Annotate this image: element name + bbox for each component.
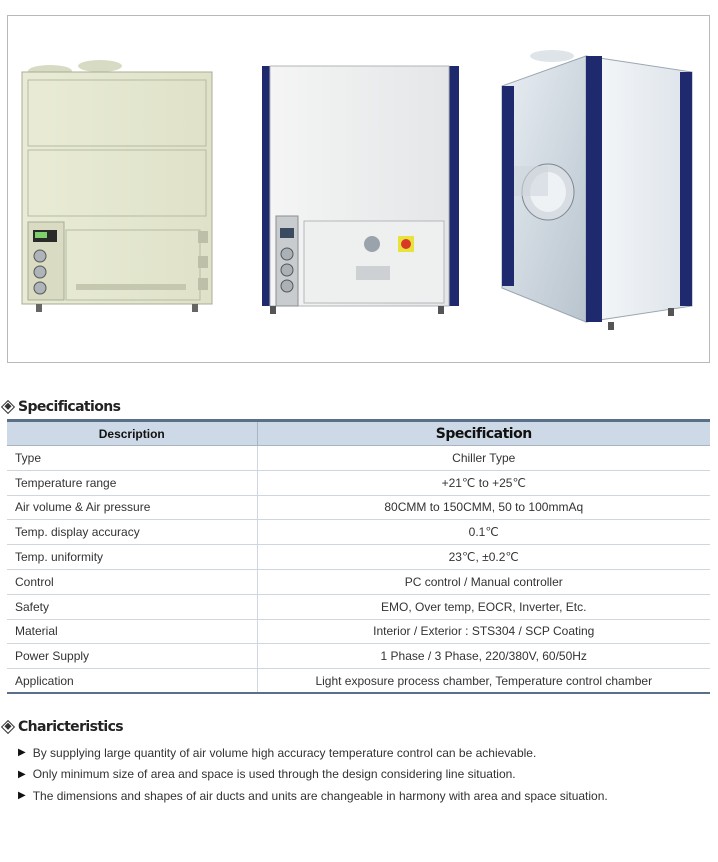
row-description: Temperature range: [7, 470, 257, 495]
table-row: [7, 446, 710, 471]
list-item: [18, 785, 608, 807]
triangle-bullet-icon: ▶: [18, 768, 26, 780]
list-item: [18, 742, 608, 764]
row-description: Temp. display accuracy: [7, 520, 257, 545]
specifications-table: [7, 419, 710, 694]
chiller-unit-navy-trim: [262, 66, 459, 314]
table-row: [7, 594, 710, 619]
row-specification: 1 Phase / 3 Phase, 220/380V, 60/50Hz: [257, 644, 710, 669]
row-description: Temp. uniformity: [7, 545, 257, 570]
table-row: [7, 644, 710, 669]
table-row: [7, 545, 710, 570]
list-item-text: The dimensions and shapes of air ducts and units are changeable in harmony with area and space situation.: [32, 788, 608, 803]
triangle-bullet-icon: ▶: [18, 747, 26, 759]
row-specification: EMO, Over temp, EOCR, Inverter, Etc.: [257, 594, 710, 619]
list-item: [18, 764, 608, 786]
row-description: Power Supply: [7, 644, 257, 669]
table-row: [7, 495, 710, 520]
row-description: Safety: [7, 594, 257, 619]
row-description: Air volume & Air pressure: [7, 495, 257, 520]
list-item-text: By supplying large quantity of air volume high accuracy temperature control can be achievable.: [32, 745, 537, 760]
triangle-bullet-icon: ▶: [18, 790, 26, 802]
row-specification: Chiller Type: [257, 446, 710, 471]
row-specification: PC control / Manual controller: [257, 569, 710, 594]
table-row: [7, 619, 710, 644]
chiller-unit-front: [22, 60, 212, 312]
row-specification: Interior / Exterior : STS304 / SCP Coating: [257, 619, 710, 644]
row-description: Control: [7, 569, 257, 594]
row-description: Type: [7, 446, 257, 471]
row-specification: Light exposure process chamber, Temperature control chamber: [315, 673, 653, 688]
characteristics-heading: [3, 716, 123, 738]
table-row: [7, 669, 710, 694]
row-specification: 23℃, ±0.2℃: [257, 545, 710, 570]
column-header-description: Description: [7, 421, 257, 446]
row-description: Application: [7, 669, 257, 694]
chiller-unit-side-duct: [502, 50, 692, 330]
table-row: [7, 520, 710, 545]
characteristics-list: [18, 742, 608, 807]
diamond-bullet-icon: [1, 720, 15, 734]
specifications-heading-text: Specifications: [18, 399, 121, 415]
specifications-heading: [3, 396, 120, 418]
table-row: [7, 470, 710, 495]
row-description: Material: [7, 619, 257, 644]
product-photo-panel: [7, 15, 710, 363]
column-header-specification: Specification: [257, 421, 710, 446]
table-header-row: [7, 421, 710, 446]
list-item-text: Only minimum size of area and space is used through the design considering line situation.: [32, 767, 516, 782]
row-specification: +21℃ to +25℃: [257, 470, 710, 495]
row-specification: 0.1℃: [257, 520, 710, 545]
table-row: [7, 569, 710, 594]
diamond-bullet-icon: [1, 400, 15, 414]
characteristics-heading-text: Charicteristics: [18, 719, 124, 735]
row-specification: 80CMM to 150CMM, 50 to 100mmAq: [257, 495, 710, 520]
